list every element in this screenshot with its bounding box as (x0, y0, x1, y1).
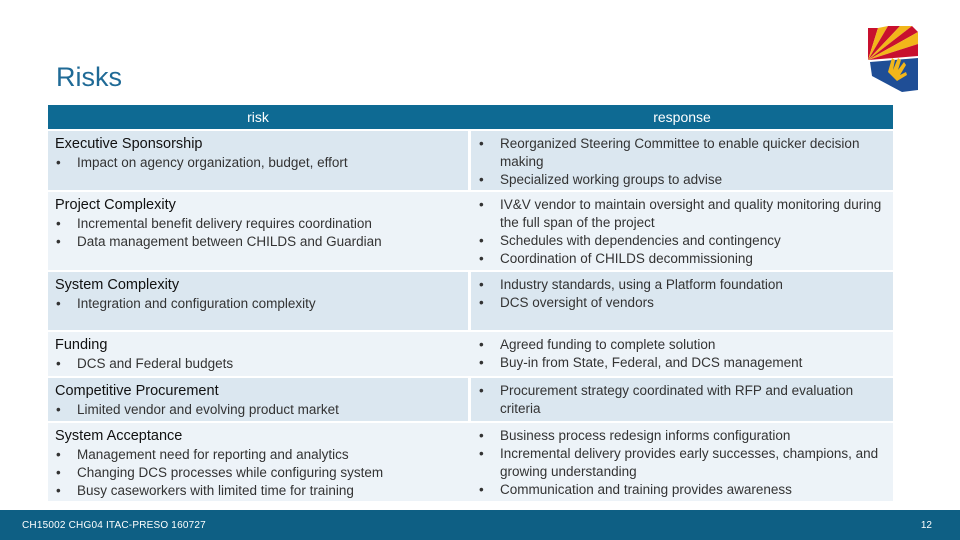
response-item: • Coordination of CHILDS decommissioning (478, 250, 893, 268)
table-row (48, 129, 893, 190)
document-id: CH15002 CHG04 ITAC-PRESO 160727 (22, 520, 206, 531)
response-cell (471, 192, 893, 270)
risk-cell (48, 378, 468, 421)
risk-item: • Integration and configuration complexity (55, 295, 468, 313)
risk-item: • Data management between CHILDS and Guardian (55, 233, 468, 251)
slide-footer (0, 510, 960, 540)
response-cell (471, 423, 893, 501)
table-row (48, 330, 893, 376)
page-number: 12 (920, 520, 932, 531)
risk-item: • Management need for reporting and analytics (55, 446, 468, 464)
risk-heading: System Complexity (55, 277, 180, 293)
response-item: • Buy-in from State, Federal, and DCS management (478, 354, 893, 372)
response-item: • Industry standards, using a Platform foundation (478, 276, 893, 294)
risk-item: • Limited vendor and evolving product market (55, 401, 468, 419)
table-header (48, 105, 893, 129)
slide-title: Risks (56, 62, 122, 92)
arizona-state-logo-icon (862, 20, 922, 96)
risk-item: • DCS and Federal budgets (55, 355, 468, 373)
response-item: • Specialized working groups to advise (478, 171, 893, 189)
response-cell (471, 272, 893, 330)
risk-heading: Project Complexity (55, 197, 176, 213)
risk-item: • Busy caseworkers with limited time for training (55, 482, 468, 500)
risk-heading: Funding (55, 337, 108, 353)
risk-cell (48, 332, 468, 376)
table-row (48, 190, 893, 270)
risk-heading: System Acceptance (55, 428, 183, 444)
response-cell (471, 378, 893, 421)
column-header-response: response (471, 105, 893, 129)
response-item: • Communication and training provides awareness (478, 481, 893, 499)
risk-cell (48, 131, 468, 190)
response-item: • Agreed funding to complete solution (478, 336, 893, 354)
response-item: • Reorganized Steering Committee to enable quicker decision making (478, 135, 893, 171)
response-item: • IV&V vendor to maintain oversight and quality monitoring during the full span of the project (478, 196, 893, 232)
risk-item: • Changing DCS processes while configuring system (55, 464, 468, 482)
risk-item: • Incremental benefit delivery requires coordination (55, 215, 468, 233)
risk-heading: Executive Sponsorship (55, 136, 203, 152)
response-cell (471, 332, 893, 376)
risk-item: • Impact on agency organization, budget, effort (55, 154, 468, 172)
table-row (48, 421, 893, 501)
table-row (48, 376, 893, 421)
risk-cell (48, 272, 468, 330)
response-item: • Business process redesign informs configuration (478, 427, 893, 445)
risk-response-table (48, 105, 893, 501)
risk-cell (48, 423, 468, 501)
response-item: • Procurement strategy coordinated with RFP and evaluation criteria (478, 382, 893, 418)
response-cell (471, 131, 893, 190)
risk-cell (48, 192, 468, 270)
risk-heading: Competitive Procurement (55, 383, 219, 399)
column-header-risk: risk (48, 105, 468, 129)
response-item: • Incremental delivery provides early successes, champions, and growing understanding (478, 445, 893, 481)
table-row (48, 270, 893, 330)
response-item: • DCS oversight of vendors (478, 294, 893, 312)
response-item: • Schedules with dependencies and contingency (478, 232, 893, 250)
